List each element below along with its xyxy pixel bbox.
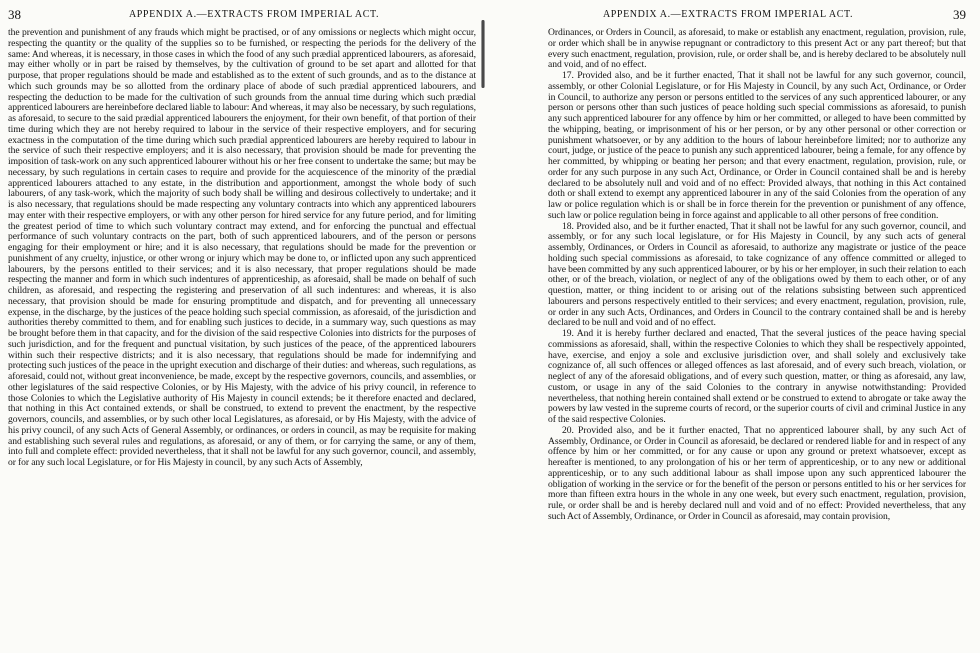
body-text [8, 28, 476, 469]
paragraph-section-17: 17. Provided also, and be it further enacted, That it shall not be lawful for any such governor, council, assembly, or other Colonial Legislature, or for His Majesty in Council, by any such Act, Ordinance, or Order in Council, to authorize any person or persons entitled to the services of any such apprenticed labourer, or any person or persons other than such justices of peace holding such special commissions as aforesaid, to punish any such apprenticed labourer for any offence by him or her committed, or alleged to have been committed by the whipping, beating, or imprisonment of his or her person, or by any other personal or other correction or punishment whatsoever, or by any addition to the hours of labour hereinbefore limited; nor to authorize any court, judge, or justice of the peace to punish any such apprenticed labourer, being a female, for any offence by her committed, by whipping or beating her person; and that every enactment, regulation, provision, rule, or order for any such purpose in any such Act, Ordinance, or Order in Council contained shall be and is hereby declared to be absolutely null and void and of no effect: Provided always, that nothing in this Act contained doth or shall extend to exempt any apprenticed labourer in any of the said Colonies from the operation of any law or police regulation which is or shall be in force therein for the prevention or punishment of any offence, such law or police regulation being in force against and applicable to all other persons of free condition. [548, 70, 966, 221]
page-number: 39 [953, 7, 966, 22]
left-page [0, 0, 488, 653]
binding-gutter-mark [481, 20, 485, 88]
running-head: APPENDIX A.—EXTRACTS FROM IMPERIAL ACT. [128, 9, 380, 20]
paragraph-section-20: 20. Provided also, and be it further enacted, That no apprenticed labourer shall, by any such Act of Assembly, Ordinance, or Order in Council as aforesaid, be declared or rendered liable for and in respect of any offence by him or her committed, or for any cause or upon any ground or pretext whatsoever, except as hereafter is mentioned, to any prolongation of his or her term of apprenticeship, or to any new or additional apprenticeship, or to any such additional labour as shall impose upon any such apprenticed labourer the obligation of working in the service or for the benefit of the person or persons entitled to his or her services for more than fifteen extra hours in the whole in any one week, but every such enactment, regulation, provision, rule, or order shall be and is hereby declared null and void and of no effect: Provided nevertheless, that any such Act of Assembly, Ordinance, or Order in Council as aforesaid, may contain provision, [548, 424, 966, 522]
paragraph: the prevention and punishment of any frauds which might be practised, or of any omissions or neglects which might occur, respecting the quantity or the quality of the supplies so to be furnished, or respecting the periods for the delivery of the same: And whereas, it is necessary, in those cases in which the food of any such prædial apprenticed labourers, as aforesaid, may either wholly or in part be raised by themselves, by the cultivation of ground to be set apart and allotted for that purpose, that proper regulations should be made and established as to the extent of such grounds, and as to the distance at which such grounds may be so allotted from the ordinary place of abode of such prædial apprenticed labourers, and respecting the deduction to be made for the cultivation of such grounds from the annual time during which such prædial apprenticed labourers are hereinbefore declared liable to labour: And whereas, it may also be necessary, by such regulations, as aforesaid, to secure to the said prædial apprenticed labourers the enjoyment, for their own benefit, of that portion of their time during which they are not hereby required to labour in the service of their respective employers, and for securing exactness in the computation of the time during which such prædial apprenticed labourers are hereby required to labour in the service of such their respective employers; and it is also necessary, that provision should be made for preventing the imposition of task-work on any such apprenticed labourer without his or her free consent to undertake the same; but may be necessary, by such regulations in certain cases to require and provide for the acquiescence of the minority of the prædial apprenticed labourers attached to any estate, in the distribution and apportionment, amongst the whole body of such labourers, of any task-work, which the majority of such body shall be willing and desirous collectively to undertake; and it is also necessary, that regulations should be made respecting any voluntary contracts into which any apprenticed labourers may enter with their respective employers, or with any other person for hired service for any future period, and for limiting the greatest period of time to which such voluntary contract may extend, and for enforcing the punctual and effectual performance of such voluntary contracts on the part, both of such apprenticed labourers, and of the person or persons engaging for their employment or hire; and it is also necessary, that regulations should be made for the prevention or punishment of any cruelty, injustice, or other wrong or injury which may be done to, or inflicted upon any such apprenticed labourers, by the persons entitled to their services; and it is also necessary, that proper regulations should be made respecting the manner and form in which such indentures of apprenticeship, as aforesaid, shall be made on behalf of such children, as aforesaid, and respecting the registering and preservation of all such indentures: and whereas, it is also necessary, that provision should be made for ensuring promptitude and dispatch, and for preventing all unnecessary expense, in the discharge, by the justices of the peace holding such special commission, as aforesaid, of the jurisdiction and authorities thereby committed to them, and for enabling such justices to decide, in a summary way, such questions as may be brought before them in that capacity, and for the division of the said respective Colonies into districts for the purposes of such jurisdiction, and for the frequent and punctual visitation, by such justices of the peace, of the apprenticed labourers within such their respective districts; and it is also necessary, that regulations should be made for indemnifying and protecting such justices of the peace in the upright execution and discharge of their duties: and whereas, such regulations, as aforesaid, could not, without great inconvenience, be made, except by the respective governors, councils, and assemblies, or other legislatures of the said respective Colonies, or by His Majesty, with the advice of his privy council, in reference to those Colonies to which the Legislative authority of His Majesty in council extends; be it therefore enacted and declared, that nothing in this Act contained extends, or shall be construed, to extend to prevent the enactment, by the respective governors, councils, and assemblies, or by such other local Legislatures, as aforesaid, or by His Majesty, with the advice of his privy council, of any such Acts of General Assembly, or ordinances, or orders in council, as may be requisite for making and establishing such several rules and regulations, as aforesaid, or any of them, or for carrying the same, or any of them, into full and complete effect: provided nevertheless, that it shall not be lawful for any such governor, council, and assembly, or for any such local Legislature, or for His Majesty in council, by any such Acts of Assembly, [8, 27, 476, 468]
paragraph: Ordinances, or Orders in Council, as aforesaid, to make or establish any enactment, regulation, provision, rule, or order which shall be in anywise repugnant or contradictory to this present Act or any part thereof; but that every such enactment, regulation, provision, rule, or order shall be, and is hereby declared to be absolutely null and void, and of no effect. [548, 27, 966, 71]
page-number: 38 [8, 7, 21, 22]
page-header [492, 9, 980, 27]
paragraph-section-19: 19. And it is hereby further declared and enacted, That the several justices of the peace having special commissions as aforesaid, shall, within the respective Colonies to which they shall be respectively appointed, have, exercise, and enjoy a sole and exclusive jurisdiction over, and shall solely and exclusively take cognizance of, all such offences or alleged offences as last aforesaid, and of every such breach, violation, or neglect of any of the aforesaid obligations, and of every such question, matter, or thing as aforesaid, any law, custom, or usage in any of the said Colonies to the contrary in anywise notwithstanding: Provided nevertheless, that nothing herein contained shall extend or be construed to extend to abrogate or take away the powers by law vested in the supreme courts of record, or the superior courts of civil and criminal Justice in any of the said respective Colonies. [548, 328, 966, 425]
body-text [548, 28, 966, 523]
running-head: APPENDIX A.—EXTRACTS FROM IMPERIAL ACT. [602, 9, 854, 20]
right-page [492, 0, 980, 653]
paragraph-section-18: 18. Provided also, and be it further enacted, That it shall not be lawful for any such governor, council, and assembly, or for any such local legislature, or for His Majesty in Council, by any such acts of general assembly, Ordinances, or Orders in Council as aforesaid, to authorize any magistrate or justice of the peace holding such special commissions as aforesaid, to take cognizance of any offence committed or alleged to have been committed by any such apprenticed labourer, or by his or her employer, in such their relation to each other, or of the breach, violation, or neglect of any of the obligations owed by them to each other, or of any question, matter, or thing incident to or arising out of the relations subsisting between such apprenticed labourers and persons respectively entitled to their services; and every enactment, regulation, provision, rule, or order in any such Acts, Ordinances, and Orders in Council to the contrary contained shall be and is hereby declared to be null and void and of no effect. [548, 220, 966, 329]
page-header [0, 9, 488, 27]
